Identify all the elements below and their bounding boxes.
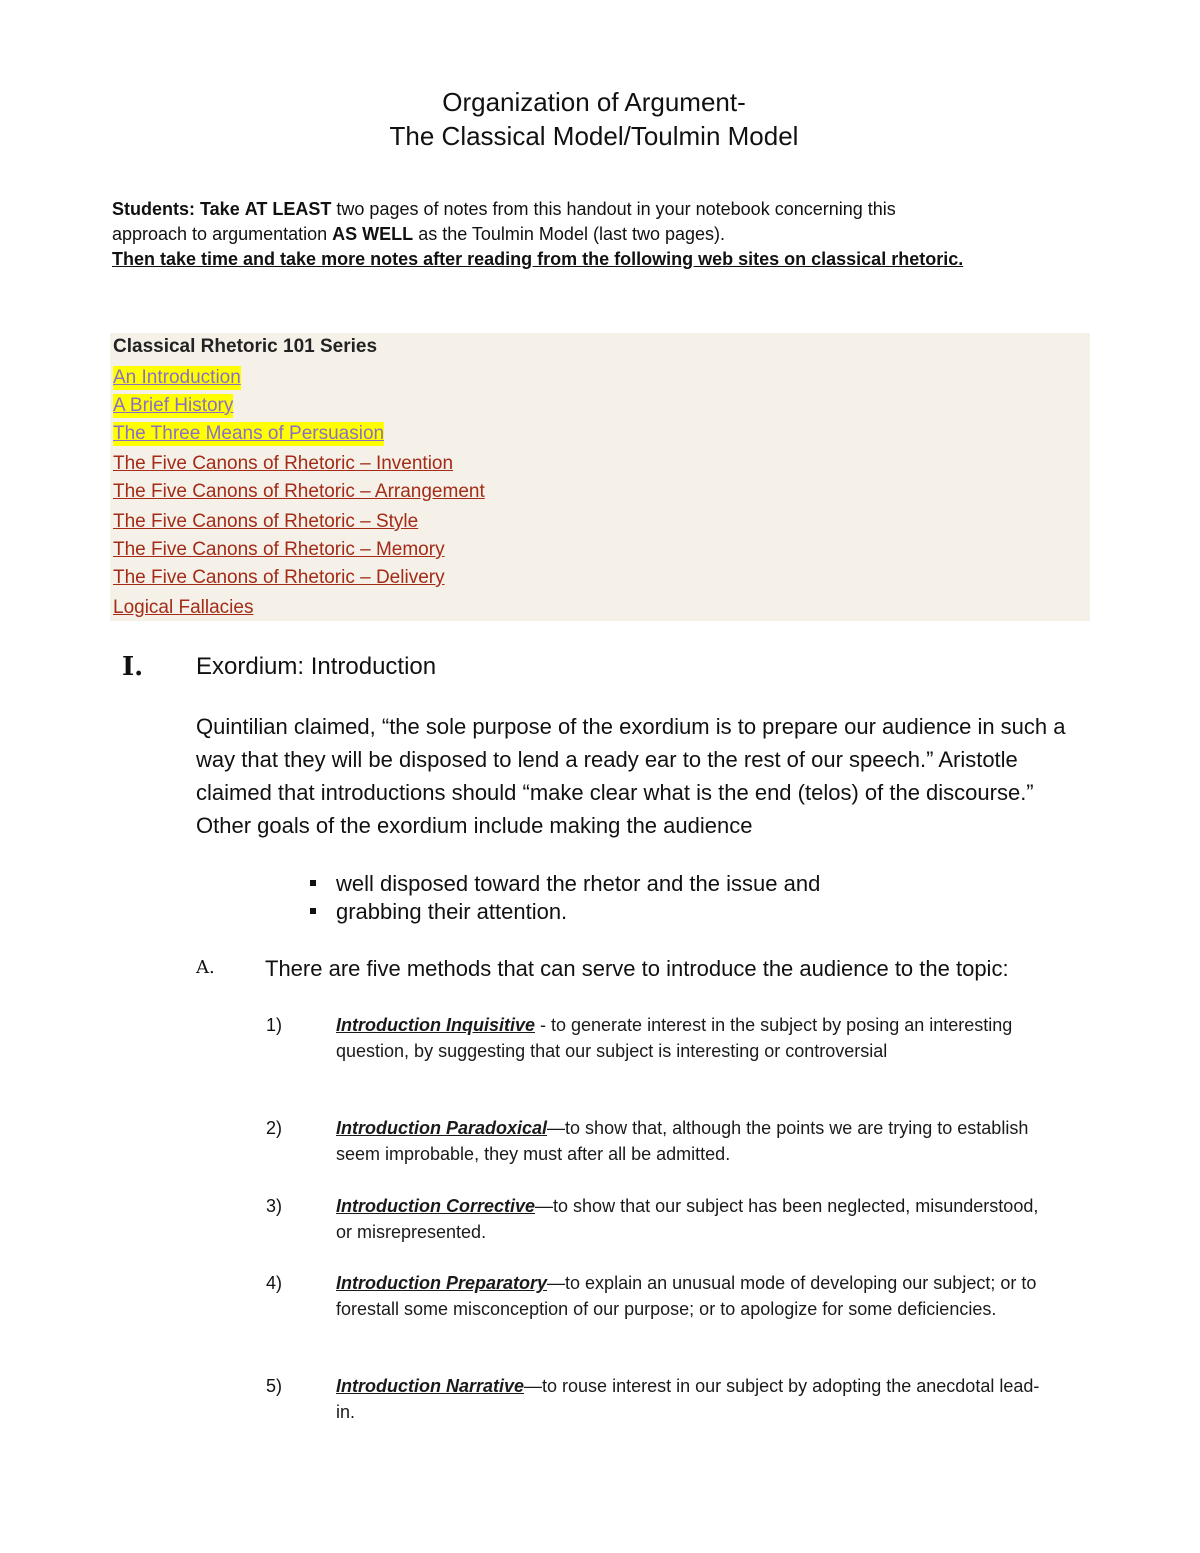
document-title: Organization of Argument- (442, 87, 746, 117)
subsection-text: There are five methods that can serve to introduce the audience to the topic: (265, 956, 1009, 981)
method-number: 4) (266, 1273, 283, 1293)
method-term: Introduction Narrative (336, 1376, 525, 1396)
link-canon-memory[interactable]: The Five Canons of Rhetoric – Memory (113, 539, 445, 560)
square-bullet-icon (310, 880, 316, 886)
instructions-text-2a: approach to argumentation (112, 224, 328, 244)
method-item (336, 1012, 1056, 1064)
link-brief-history[interactable]: A Brief History (113, 395, 234, 416)
series-title: Classical Rhetoric 101 Series (113, 336, 378, 357)
link-canon-style[interactable]: The Five Canons of Rhetoric – Style (113, 511, 419, 532)
link-canon-arrangement[interactable]: The Five Canons of Rhetoric – Arrangement (113, 481, 485, 502)
instructions-line-3: Then take time and take more notes after reading from the following web sites on classical rhetoric. (112, 249, 964, 269)
method-term: Introduction Corrective (336, 1196, 536, 1216)
method-item (336, 1115, 1056, 1167)
method-number: 5) (266, 1376, 283, 1396)
method-item (336, 1270, 1056, 1322)
method-number: 3) (266, 1196, 283, 1216)
document-subtitle: The Classical Model/Toulmin Model (389, 121, 799, 151)
section-paragraph: Quintilian claimed, “the sole purpose of the exordium is to prepare our audience in such a way that they will be disposed to lend a ready ear to the rest of our speech.” Aristotle claimed that introductions should “make clear what is the end (telos) of the discourse.” Other goals of the exordium include making the audience (196, 714, 1066, 838)
section-number: I. (122, 652, 144, 682)
method-term: Introduction Paradoxical (336, 1118, 548, 1138)
link-three-means-of-persuasion[interactable]: The Three Means of Persuasion (113, 423, 385, 444)
as-well-emphasis: AS WELL (332, 224, 414, 244)
method-number: 2) (266, 1118, 283, 1138)
link-canon-invention[interactable]: The Five Canons of Rhetoric – Invention (113, 453, 454, 474)
method-description: - to generate interest in the subject by posing an interesting question, by suggesting that our subject is interesting or controversial (336, 1015, 1013, 1061)
take-word: Take (200, 199, 240, 219)
instructions-text-2b: as the Toulmin Model (last two pages). (418, 224, 726, 244)
method-description: —to rouse interest in our subject by adopting the anecdotal lead- in. (336, 1376, 1040, 1422)
method-item (336, 1373, 1056, 1425)
link-logical-fallacies[interactable]: Logical Fallacies (113, 597, 254, 618)
method-term: Introduction Inquisitive (336, 1015, 535, 1035)
method-description: —to show that our subject has been neglected, misunderstood, or misrepresented. (336, 1196, 1039, 1242)
link-canon-delivery[interactable]: The Five Canons of Rhetoric – Delivery (113, 567, 445, 588)
at-least-emphasis: AT LEAST (244, 199, 332, 219)
method-description: —to show that, although the points we are trying to establish seem improbable, they must after all be admitted. (336, 1118, 1029, 1164)
method-term: Introduction Preparatory (336, 1273, 548, 1293)
method-item (336, 1193, 1056, 1245)
students-label: Students: (112, 199, 195, 219)
instructions-line-2 (112, 222, 725, 246)
link-an-introduction[interactable]: An Introduction (113, 367, 241, 388)
instructions-text-1: two pages of notes from this handout in your notebook concerning this (336, 199, 896, 219)
instructions-line-1 (112, 197, 896, 221)
method-description: —to explain an unusual mode of developing our subject; or to forestall some misconception of our purpose; or to apologize for some deficiencies. (336, 1273, 1037, 1319)
method-number: 1) (266, 1015, 283, 1035)
section-title: Exordium: Introduction (196, 653, 437, 680)
square-bullet-icon (310, 908, 316, 914)
subsection-number: A. (196, 957, 215, 978)
